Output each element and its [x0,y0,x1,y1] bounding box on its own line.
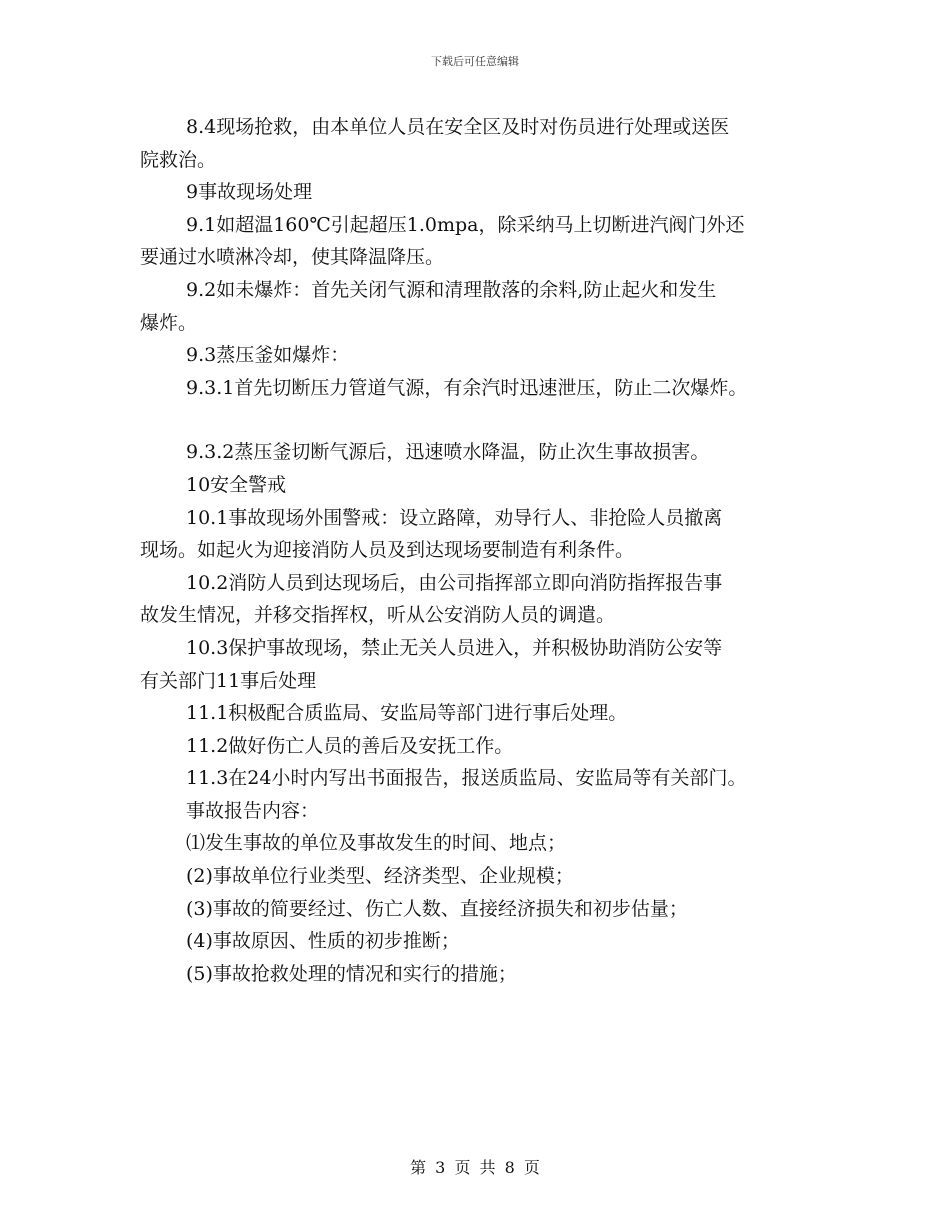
paragraph-line: 9.1如超温160℃引起超压1.0mpa，除采纳马上切断进汽阀门外还 [186,213,745,236]
paragraph-line: 10.2消防人员到达现场后，由公司指挥部立即向消防指挥报告事 [186,571,723,594]
paragraph-line: (2)事故单位行业类型、经济类型、企业规模； [186,865,574,888]
page-header: 下载后可任意编辑 [431,55,519,68]
paragraph-line: (3)事故的简要经过、伤亡人数、直接经济损失和初步估量； [186,897,688,920]
paragraph-line: 9.3蒸压釜如爆炸： [186,344,350,367]
paragraph-line: 10.1事故现场外围警戒：设立路障，劝导行人、非抢险人员撤离 [186,506,723,529]
paragraph-line: 故发生情况，并移交指挥权，听从公安消防人员的调遣。 [140,604,616,627]
paragraph-line: 爆炸。 [140,311,198,334]
paragraph-line: 9.3.2蒸压釜切断气源后，迅速喷水降温，防止次生事故损害。 [186,441,710,464]
paragraph-line: 9事故现场处理 [186,181,313,204]
paragraph-line: 院救治。 [140,148,217,171]
paragraph-gap [140,404,830,436]
paragraph-line: (4)事故原因、性质的初步推断； [186,930,460,953]
paragraph-line: ⑴发生事故的单位及事故发生的时间、地点； [186,832,567,855]
paragraph-line: 9.3.1首先切断压力管道气源，有余汽时迅速泄压，防止二次爆炸。 [186,376,748,399]
document-body [140,111,830,990]
paragraph-line: 11.3在24小时内写出书面报告，报送质监局、安监局等有关部门。 [186,767,747,790]
paragraph-line: (5)事故抢救处理的情况和实行的措施； [186,962,517,985]
paragraph-line: 11.1积极配合质监局、安监局等部门进行事后处理。 [186,702,628,725]
paragraph-line: 事故报告内容： [186,799,320,822]
paragraph-line: 8.4现场抢救，由本单位人员在安全区及时对伤员进行处理或送医 [186,116,730,138]
paragraph-line: 9.2如未爆炸：首先关闭气源和清理散落的余料,防止起火和发生 [186,278,717,301]
paragraph-line: 10.3保护事故现场，禁止无关人员进入，并积极协助消防公安等 [186,636,723,659]
page-footer: 第 3 页 共 8 页 [410,1158,540,1177]
paragraph-line: 有关部门11事后处理 [140,669,317,692]
paragraph-line: 要通过水喷淋冷却，使其降温降压。 [140,246,445,269]
paragraph-line: 10安全警戒 [186,473,287,496]
paragraph-line: 现场。如起火为迎接消防人员及到达现场要制造有利条件。 [140,539,635,562]
paragraph-line: 11.2做好伤亡人员的善后及安抚工作。 [186,734,514,757]
